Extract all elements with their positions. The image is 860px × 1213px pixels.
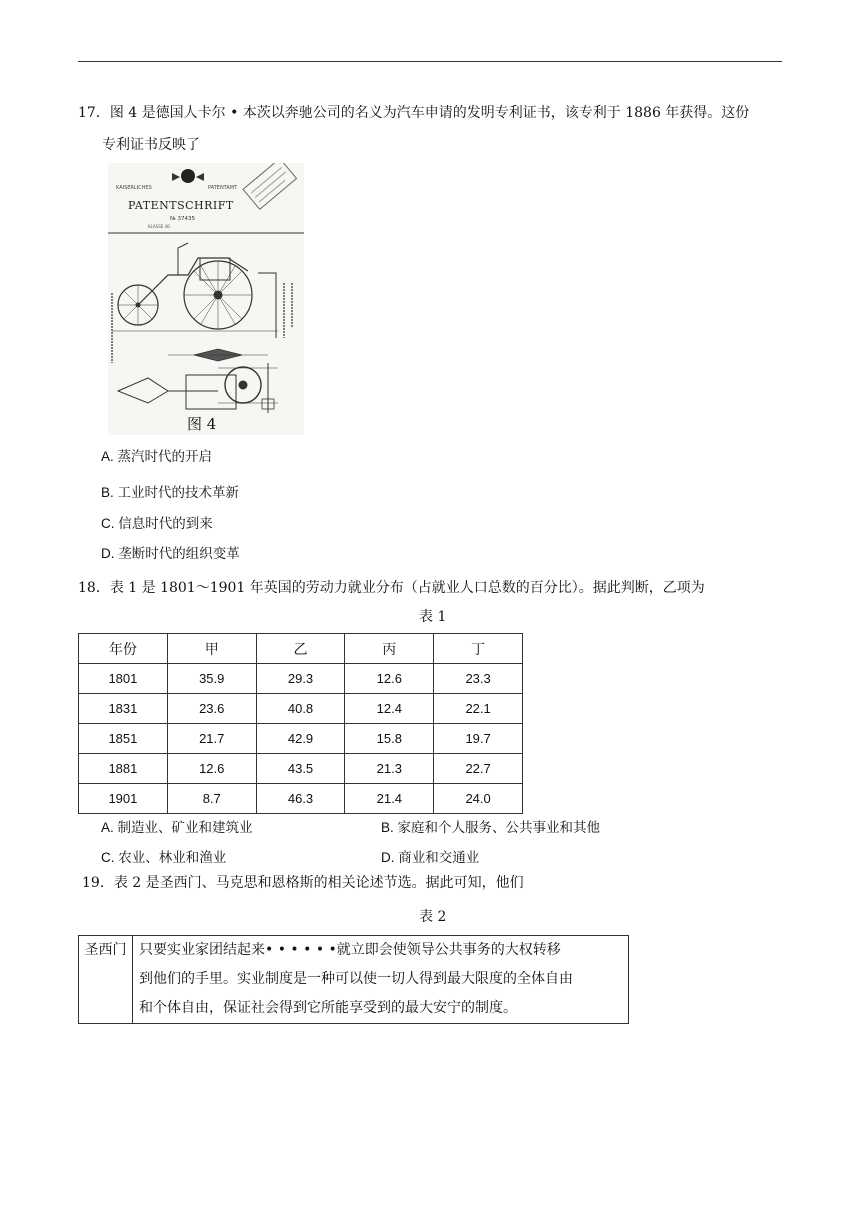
table-cell: 19.7: [434, 724, 523, 754]
table2-text-cell: [133, 936, 629, 1024]
patent-figure: [108, 163, 304, 435]
table-cell: 29.3: [256, 664, 345, 694]
table-header-row: [79, 634, 523, 664]
table2-name-cell: 圣西门: [79, 936, 133, 1024]
header-right-text: PATENTAMT: [208, 185, 238, 191]
table-cell: 46.3: [256, 784, 345, 814]
table-row: [79, 664, 523, 694]
table-row: [79, 694, 523, 724]
table-cell: 15.8: [345, 724, 434, 754]
header-left-text: KAISERLICHES: [116, 185, 152, 191]
table2-caption: 表 2: [419, 909, 447, 925]
table-cell: 12.4: [345, 694, 434, 724]
table-header-cell: 丁: [434, 634, 523, 664]
table-cell: 22.1: [434, 694, 523, 724]
table-row: [79, 754, 523, 784]
table-header-cell: 年份: [79, 634, 168, 664]
table-row: [79, 936, 629, 1024]
q18-option-c[interactable]: C. 农业、林业和渔业: [101, 850, 227, 865]
patent-number: № 37435: [170, 216, 195, 222]
patent-klasse: KLASSE 46:: [148, 224, 171, 229]
table-row: [79, 724, 523, 754]
table-cell: 42.9: [256, 724, 345, 754]
table2: [78, 935, 629, 1024]
table-cell: 24.0: [434, 784, 523, 814]
patent-title: PATENTSCHRIFT: [128, 199, 234, 212]
q17-option-d[interactable]: D. 垄断时代的组织变革: [101, 546, 240, 561]
table-header-cell: 甲: [167, 634, 256, 664]
table-row: [79, 784, 523, 814]
table-cell: 40.8: [256, 694, 345, 724]
q17-option-c[interactable]: C. 信息时代的到来: [101, 516, 213, 531]
table-cell: 12.6: [345, 664, 434, 694]
q17-stem-line2: 专利证书反映了: [102, 137, 200, 153]
table-header-cell: 丙: [345, 634, 434, 664]
table-cell: 1831: [79, 694, 168, 724]
header-rule: [78, 61, 782, 62]
table2-text-line: 和个体自由，保证社会得到它所能享受到的最大安宁的制度。: [139, 1000, 517, 1016]
table-cell: 1801: [79, 664, 168, 694]
table-cell: 1851: [79, 724, 168, 754]
table-cell: 1881: [79, 754, 168, 784]
table1-caption: 表 1: [419, 609, 447, 625]
table-cell: 21.7: [167, 724, 256, 754]
table-cell: 23.6: [167, 694, 256, 724]
table-cell: 21.3: [345, 754, 434, 784]
table-cell: 8.7: [167, 784, 256, 814]
table-header-cell: 乙: [256, 634, 345, 664]
q17-option-a[interactable]: A. 蒸汽时代的开启: [101, 449, 213, 464]
table-cell: 23.3: [434, 664, 523, 694]
table-cell: 1901: [79, 784, 168, 814]
table2-text-line: 只要实业家团结起来• • • • • •就立即会使领导公共事务的大权转移: [139, 942, 561, 958]
q19-stem: 19．表 2 是圣西门、马克思和恩格斯的相关论述节选。据此可知，他们: [82, 875, 524, 891]
figure-caption: 图 4: [187, 415, 217, 433]
q18-option-d[interactable]: D. 商业和交通业: [381, 850, 480, 865]
table-cell: 21.4: [345, 784, 434, 814]
q18-stem: 18．表 1 是 1801～1901 年英国的劳动力就业分布（占就业人口总数的百分比）。据此判断，乙项为: [78, 580, 705, 596]
q17-stem-line1: 17．图 4 是德国人卡尔 • 本茨以奔驰公司的名义为汽车申请的发明专利证书，该专利于 1886 年获得。这份: [78, 105, 750, 121]
q17-option-b[interactable]: B. 工业时代的技术革新: [101, 485, 240, 500]
table-cell: 43.5: [256, 754, 345, 784]
q18-option-a[interactable]: A. 制造业、矿业和建筑业: [101, 820, 253, 835]
table1: [78, 633, 523, 814]
table-cell: 12.6: [167, 754, 256, 784]
table-cell: 22.7: [434, 754, 523, 784]
q18-option-b[interactable]: B. 家庭和个人服务、公共事业和其他: [381, 820, 601, 835]
table-cell: 35.9: [167, 664, 256, 694]
table2-text-line: 到他们的手里。实业制度是一种可以使一切人得到最大限度的全体自由: [139, 971, 573, 987]
